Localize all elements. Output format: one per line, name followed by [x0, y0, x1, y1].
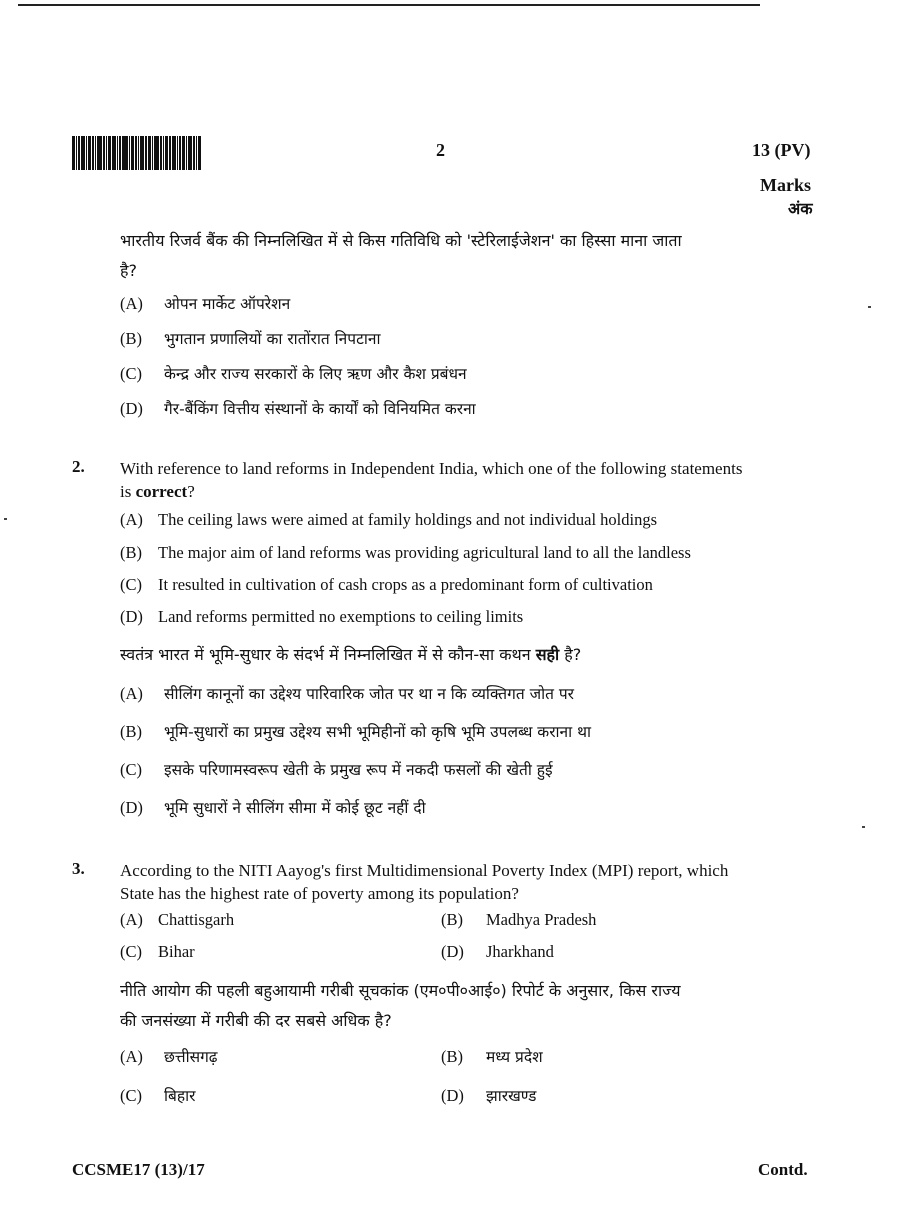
q1-hindi-line1: भारतीय रिजर्व बैंक की निम्नलिखित में से किस गतिविधि को 'स्टेरिलाईजेशन' का हिस्सा माना जाता — [120, 231, 682, 250]
scan-speck — [868, 306, 871, 308]
q2-hindi-bold-word: सही — [535, 645, 560, 664]
q1-hindi-text — [120, 226, 780, 286]
q2-option-a: (A) The ceiling laws were aimed at family holdings and not individual holdings — [120, 510, 658, 529]
page-number: 2 — [436, 140, 445, 160]
q1-hindi-line2: है? — [120, 261, 137, 280]
scan-speck — [4, 518, 7, 520]
q2-bold-word: correct — [135, 482, 188, 501]
q2-option-b: (B) The major aim of land reforms was providing agricultural land to all the landless — [120, 543, 691, 562]
q3-option-d: (D) Jharkhand — [441, 942, 554, 961]
q3-hindi-option-b: (B) मध्य प्रदेश — [441, 1047, 543, 1066]
q3-line1: According to the NITI Aayog's first Multidimensional Poverty Index (MPI) report, which — [120, 861, 729, 880]
q3-hindi-option-c: (C) बिहार — [120, 1086, 196, 1105]
q1-hindi-option-c: (C) केन्द्र और राज्य सरकारों के लिए ऋण और कैश प्रबंधन — [120, 364, 467, 383]
q2-text — [120, 457, 780, 503]
q3-hindi-option-a: (A) छत्तीसगढ़ — [120, 1047, 218, 1066]
q2-hindi-option-c: (C) इसके परिणामस्वरूप खेती के प्रमुख रूप में नकदी फसलों की खेती हुई — [120, 760, 553, 779]
q3-option-a: (A) Chattisgarh — [120, 910, 235, 929]
barcode-image — [72, 136, 252, 170]
q2-line2: is correct? — [120, 482, 195, 501]
q3-text — [120, 859, 780, 905]
q2-option-d: (D) Land reforms permitted no exemptions to ceiling limits — [120, 607, 524, 626]
q2-hindi-option-b: (B) भूमि-सुधारों का प्रमुख उद्देश्य सभी भूमिहीनों को कृषि भूमि उपलब्ध कराना था — [120, 722, 592, 741]
footer-contd: Contd. — [758, 1160, 808, 1179]
q2-option-c: (C) It resulted in cultivation of cash crops as a predominant form of cultivation — [120, 575, 653, 594]
top-rule — [18, 4, 760, 6]
paper-code: 13 (PV) — [752, 140, 811, 160]
q2-hindi-text: स्वतंत्र भारत में भूमि-सुधार के संदर्भ में निम्नलिखित में से कौन-सा कथन सही है? — [120, 645, 582, 664]
q3-hindi-line1: नीति आयोग की पहली बहुआयामी गरीबी सूचकांक (एम०पी०आई०) रिपोर्ट के अनुसार, किस राज्य — [120, 981, 681, 1000]
marks-label: Marks — [760, 175, 811, 195]
q3-hindi-text — [120, 976, 780, 1036]
q2-number: 2. — [72, 457, 85, 476]
footer-paper-code: CCSME17 (13)/17 — [72, 1160, 205, 1179]
q3-number: 3. — [72, 859, 85, 878]
q3-hindi-line2: की जनसंख्या में गरीबी की दर सबसे अधिक है? — [120, 1011, 392, 1030]
q3-option-b: (B) Madhya Pradesh — [441, 910, 597, 929]
q3-option-c: (C) Bihar — [120, 942, 195, 961]
scan-speck — [862, 826, 865, 828]
q3-hindi-option-d: (D) झारखण्ड — [441, 1086, 537, 1105]
q2-hindi-option-a: (A) सीलिंग कानूनों का उद्देश्य पारिवारिक जोत पर था न कि व्यक्तिगत जोत पर — [120, 684, 574, 703]
q2-hindi-option-d: (D) भूमि सुधारों ने सीलिंग सीमा में कोई छूट नहीं दी — [120, 798, 426, 817]
marks-label-hindi: अंक — [788, 199, 813, 218]
q3-line2: State has the highest rate of poverty among its population? — [120, 884, 519, 903]
q1-hindi-option-b: (B) भुगतान प्रणालियों का रातोंरात निपटाना — [120, 329, 381, 348]
q2-line1: With reference to land reforms in Independent India, which one of the following statements — [120, 459, 743, 478]
q1-hindi-option-d: (D) गैर-बैंकिंग वित्तीय संस्थानों के कार्यों को विनियमित करना — [120, 399, 476, 418]
q1-hindi-option-a: (A) ओपन मार्केट ऑपरेशन — [120, 294, 291, 313]
